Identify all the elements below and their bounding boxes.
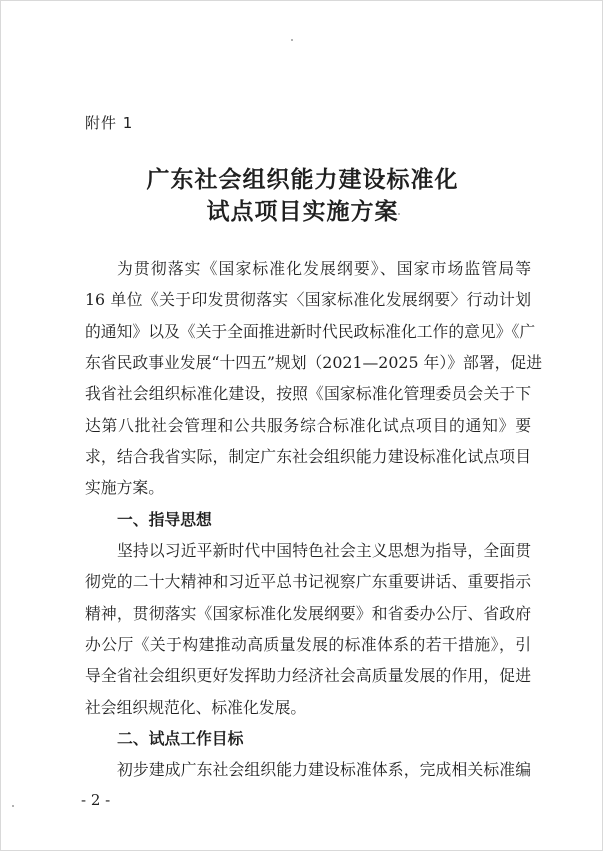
document-title-line-2: 试点项目实施方案 [206,199,399,225]
intro-paragraph-line: 东省民政事业发展“十四五”规划（2021—2025 年）》部署，促进 [85,353,543,372]
intro-paragraph-line: 的通知》以及《关于全面推进新时代民政标准化工作的意见》《广 [85,322,536,341]
section1-paragraph-line: 彻党的二十大精神和习近平总书记视察广东重要讲话、重要指示 [85,572,531,591]
page-number: - 2 - [81,791,111,809]
section1-paragraph-line: 社会组织规范化、标准化发展。 [85,698,307,717]
intro-paragraph-line: 16 单位《关于印发贯彻落实〈国家标准化发展纲要〉行动计划 [85,290,531,309]
document-title-line-1: 广东社会组织能力建设标准化 [146,167,459,193]
section1-paragraph-line: 精神，贯彻落实《国家标准化发展纲要》和省委办公厅、省政府 [85,604,531,623]
intro-paragraph-line: 为贯彻落实《国家标准化发展纲要》、国家市场监管局等 [117,259,531,278]
intro-paragraph-line: 实施方案。 [85,478,164,497]
section1-paragraph-line: 坚持以习近平新时代中国特色社会主义思想为指导，全面贯 [117,541,531,560]
section1-paragraph-line: 办公厅《关于构建推动高质量发展的标准体系的若干措施》，引 [85,635,531,654]
intro-paragraph-line: 达第八批社会管理和公共服务综合标准化试点项目的通知》要 [85,416,531,435]
scan-speck [398,213,400,215]
section-heading-pilot-goals: 二、试点工作目标 [117,729,244,748]
intro-paragraph-line: 求，结合我省实际，制定广东社会组织能力建设标准化试点项目 [85,447,531,466]
scan-speck [291,39,293,41]
section-heading-guiding-ideology: 一、指导思想 [117,510,212,529]
section2-paragraph-line: 初步建成广东社会组织能力建设标准体系，完成相关标准编 [117,760,531,779]
scan-speck [12,805,14,807]
section1-paragraph-line: 导全省社会组织更好发挥助力经济社会高质量发展的作用，促进 [85,666,531,685]
intro-paragraph-line: 我省社会组织标准化建设，按照《国家标准化管理委员会关于下 [85,384,531,403]
attachment-label: 附件 1 [85,114,134,132]
